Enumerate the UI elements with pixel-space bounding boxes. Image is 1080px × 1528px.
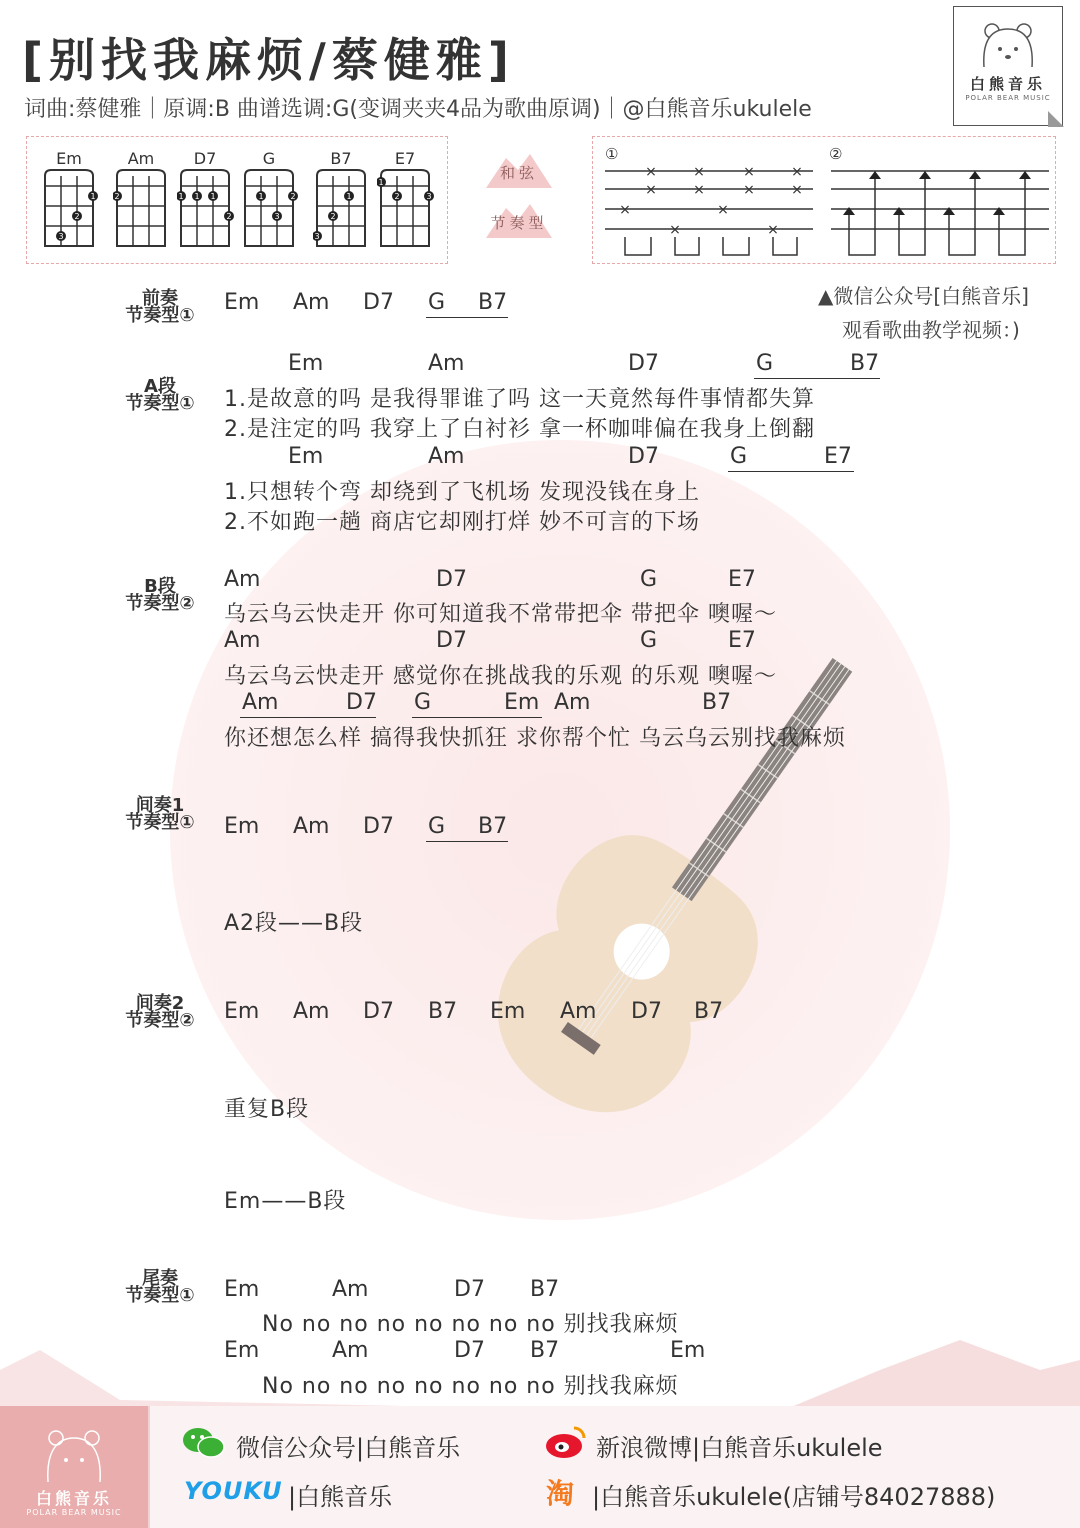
chord-label: B7: [530, 1277, 560, 1302]
svg-text:×: ×: [693, 164, 705, 180]
chord-label: Am: [428, 351, 465, 376]
svg-text:1: 1: [194, 192, 200, 201]
chord-label: Em: [224, 1338, 260, 1363]
beat-underline: [754, 378, 880, 379]
chord-label: Em: [224, 290, 260, 315]
lyric-line: 乌云乌云快走开 你可知道我不常带把伞 带把伞 噢喔～: [224, 602, 777, 627]
rhythm-ref: 节奏型②: [125, 593, 195, 614]
page-fold: [1048, 111, 1064, 127]
fretboard-icon: [41, 168, 103, 248]
svg-text:3: 3: [274, 212, 280, 221]
chord-label: B7: [702, 690, 732, 715]
svg-text:2: 2: [330, 212, 336, 221]
chord-label: Em: [490, 999, 526, 1024]
bear-icon: [0, 1406, 148, 1486]
chord-label: D7: [363, 290, 394, 315]
chord-name: Em: [56, 149, 82, 168]
svg-text:×: ×: [791, 164, 803, 180]
chord-label: Am: [242, 690, 279, 715]
chord-label: Am: [554, 690, 591, 715]
footer-taobao-link[interactable]: |白熊音乐ukulele(店铺号84027888): [592, 1483, 996, 1511]
chord-label: G: [756, 351, 774, 376]
rhythm-ref: 节奏型②: [125, 1010, 195, 1031]
lyric-line: 2.是注定的吗 我穿上了白衬衫 拿一杯咖啡偏在我身上倒翻: [224, 417, 815, 442]
svg-text:2: 2: [226, 212, 232, 221]
chord-label: G: [428, 290, 446, 315]
svg-text:×: ×: [693, 182, 705, 198]
chord-label: B7: [478, 290, 508, 315]
section-label-interlude2: [100, 995, 220, 1029]
fretboard-icon: [113, 168, 175, 248]
footer-weibo-link[interactable]: 新浪微博|白熊音乐ukulele: [596, 1434, 883, 1462]
chord-label: D7: [346, 690, 377, 715]
chord-label: Am: [332, 1338, 369, 1363]
pattern-number: ①: [605, 145, 619, 163]
beat-underline: [412, 717, 542, 718]
chord-label: D7: [628, 444, 659, 469]
chord-label: Em: [504, 690, 540, 715]
chord-label: Am: [293, 999, 330, 1024]
chord-label: Am: [293, 290, 330, 315]
chord-label: Em: [288, 351, 324, 376]
taobao-icon: 淘: [546, 1477, 575, 1510]
footer-divider: [148, 1406, 150, 1528]
svg-text:3: 3: [314, 232, 320, 241]
chord-stamp-text: 和弦: [499, 164, 538, 182]
youku-icon: YOUKU: [184, 1477, 283, 1505]
chord-label: G: [428, 814, 446, 839]
svg-text:1: 1: [378, 178, 384, 187]
chord-label: D7: [436, 628, 467, 653]
chord-label: G: [640, 628, 658, 653]
chord-label: B7: [428, 999, 458, 1024]
svg-text:1: 1: [178, 192, 184, 201]
lyric-line: 你还想怎么样 搞得我快抓狂 求你帮个忙 乌云乌云别找我麻烦: [224, 726, 846, 751]
lyric-line: 2.不如跑一趟 商店它却刚打烊 妙不可言的下场: [224, 510, 700, 535]
fretboard-icon: [177, 168, 239, 248]
ukulele-illustration: [480, 640, 900, 1160]
rhythm-ref: 节奏型①: [125, 393, 195, 414]
svg-text:×: ×: [791, 182, 803, 198]
section-label-b: [100, 578, 220, 612]
chord-name: Am: [127, 149, 155, 168]
svg-text:1: 1: [346, 192, 352, 201]
lyric-line: No no no no no no no no 别找我麻烦: [262, 1312, 679, 1337]
rhythm-notation: [593, 137, 1055, 263]
chord-label: G: [640, 567, 658, 592]
chord-label: B7: [850, 351, 880, 376]
logo-subtext: POLAR BEAR MUSIC: [965, 94, 1051, 102]
section-name: A段: [144, 376, 176, 397]
fretboard-icon: [377, 168, 439, 248]
structure-note: Em——B段: [224, 1189, 347, 1214]
bear-icon: [954, 7, 1062, 73]
chord-label: D7: [631, 999, 662, 1024]
rhythm-panel: [592, 136, 1056, 264]
rhythm-stamp-text: 节奏型: [490, 214, 548, 232]
fretboard-icon: [241, 168, 303, 248]
logo-text: 白熊音乐: [969, 75, 1046, 93]
chord-label: D7: [454, 1277, 485, 1302]
chord-label: D7: [363, 999, 394, 1024]
structure-note: 重复B段: [224, 1097, 310, 1122]
lyric-line: No no no no no no no no 别找我麻烦: [262, 1374, 679, 1399]
lyric-line: 1.只想转个弯 却绕到了飞机场 发现没钱在身上: [224, 480, 700, 505]
chord-label: Am: [332, 1277, 369, 1302]
section-name: 尾奏: [142, 1268, 178, 1289]
chord-diagram-am: [113, 149, 175, 252]
chord-label: Am: [224, 628, 261, 653]
footer-logo-text: 白熊音乐: [35, 1489, 112, 1508]
footer-youku-link[interactable]: |白熊音乐: [288, 1483, 393, 1511]
beat-underline: [240, 717, 376, 718]
svg-text:×: ×: [645, 164, 657, 180]
chord-diagram-b7: [313, 149, 375, 252]
svg-text:×: ×: [717, 202, 729, 218]
chord-label: Am: [224, 567, 261, 592]
svg-text:×: ×: [767, 222, 779, 238]
song-info: 词曲:蔡健雅｜原调:B 曲谱选调:G(变调夹夹4品为歌曲原调)｜@白熊音乐ukulele: [24, 97, 812, 122]
chord-label: B7: [530, 1338, 560, 1363]
chord-stamp: [484, 150, 554, 190]
section-name: 间奏2: [135, 993, 185, 1014]
section-label-outro: [100, 1270, 220, 1304]
chord-name: D7: [193, 149, 217, 168]
footer-wechat-link[interactable]: 微信公众号|白熊音乐: [236, 1434, 461, 1462]
rhythm-ref: 节奏型①: [125, 305, 195, 326]
chord-label: Am: [293, 814, 330, 839]
chord-label: D7: [436, 567, 467, 592]
chord-label: B7: [478, 814, 508, 839]
svg-text:2: 2: [74, 212, 80, 221]
chord-diagram-em: [41, 149, 103, 252]
svg-text:3: 3: [426, 192, 432, 201]
rhythm-ref: 节奏型①: [125, 812, 195, 833]
svg-text:×: ×: [743, 182, 755, 198]
svg-text:×: ×: [743, 164, 755, 180]
chord-label: Em: [670, 1338, 706, 1363]
chord-label: G: [730, 444, 748, 469]
section-label-intro: [100, 290, 220, 324]
wechat-icon: [182, 1426, 226, 1460]
svg-text:×: ×: [619, 202, 631, 218]
chord-label: Em: [224, 999, 260, 1024]
svg-text:2: 2: [394, 192, 400, 201]
chord-label: E7: [728, 567, 756, 592]
wechat-note: ▲微信公众号[白熊音乐]: [818, 284, 1029, 308]
lyric-line: 1.是故意的吗 是我得罪谁了吗 这一天竟然每件事情都失算: [224, 387, 815, 412]
chord-panel: [26, 136, 448, 264]
chord-diagram-e7: [377, 149, 439, 252]
beat-underline: [426, 317, 508, 318]
weibo-icon: [544, 1424, 588, 1460]
page-title: [别找我麻烦/蔡健雅]: [22, 33, 515, 87]
chord-diagram-d7: [177, 149, 239, 252]
beat-underline: [426, 841, 508, 842]
brand-logo: [953, 6, 1063, 126]
chord-name: E7: [394, 149, 416, 168]
svg-text:2: 2: [114, 192, 120, 201]
rhythm-stamp: [484, 200, 554, 240]
wechat-note-sub: 观看歌曲教学视频：): [842, 318, 1020, 342]
section-name: 前奏: [142, 288, 178, 309]
footer-logo-subtext: POLAR BEAR MUSIC: [26, 1508, 122, 1517]
chord-label: Em: [224, 814, 260, 839]
svg-text:1: 1: [210, 192, 216, 201]
svg-text:1: 1: [258, 192, 264, 201]
svg-text:×: ×: [669, 222, 681, 238]
chord-label: Am: [428, 444, 465, 469]
chord-label: Em: [288, 444, 324, 469]
chord-diagram-g: [241, 149, 303, 252]
chord-label: D7: [363, 814, 394, 839]
section-name: B段: [144, 576, 176, 597]
pattern-number: ②: [829, 145, 843, 163]
chord-label: E7: [824, 444, 852, 469]
beat-underline: [728, 471, 854, 472]
chord-label: Em: [224, 1277, 260, 1302]
chord-label: D7: [454, 1338, 485, 1363]
chord-name: G: [262, 149, 276, 168]
section-name: 间奏1: [135, 795, 185, 816]
svg-text:1: 1: [90, 192, 96, 201]
structure-note: A2段——B段: [224, 911, 364, 936]
rhythm-ref: 节奏型①: [125, 1285, 195, 1306]
lyric-line: 乌云乌云快走开 感觉你在挑战我的乐观 的乐观 噢喔～: [224, 664, 777, 689]
footer-logo: [0, 1406, 148, 1528]
chord-label: B7: [694, 999, 724, 1024]
chord-label: G: [414, 690, 432, 715]
section-label-a: [100, 378, 220, 412]
fretboard-icon: [313, 168, 375, 248]
svg-text:×: ×: [645, 182, 657, 198]
section-label-interlude1: [100, 797, 220, 831]
chord-label: D7: [628, 351, 659, 376]
chord-name: B7: [330, 149, 352, 168]
chord-label: Am: [560, 999, 597, 1024]
chord-label: E7: [728, 628, 756, 653]
svg-text:3: 3: [58, 232, 64, 241]
svg-text:2: 2: [290, 192, 296, 201]
